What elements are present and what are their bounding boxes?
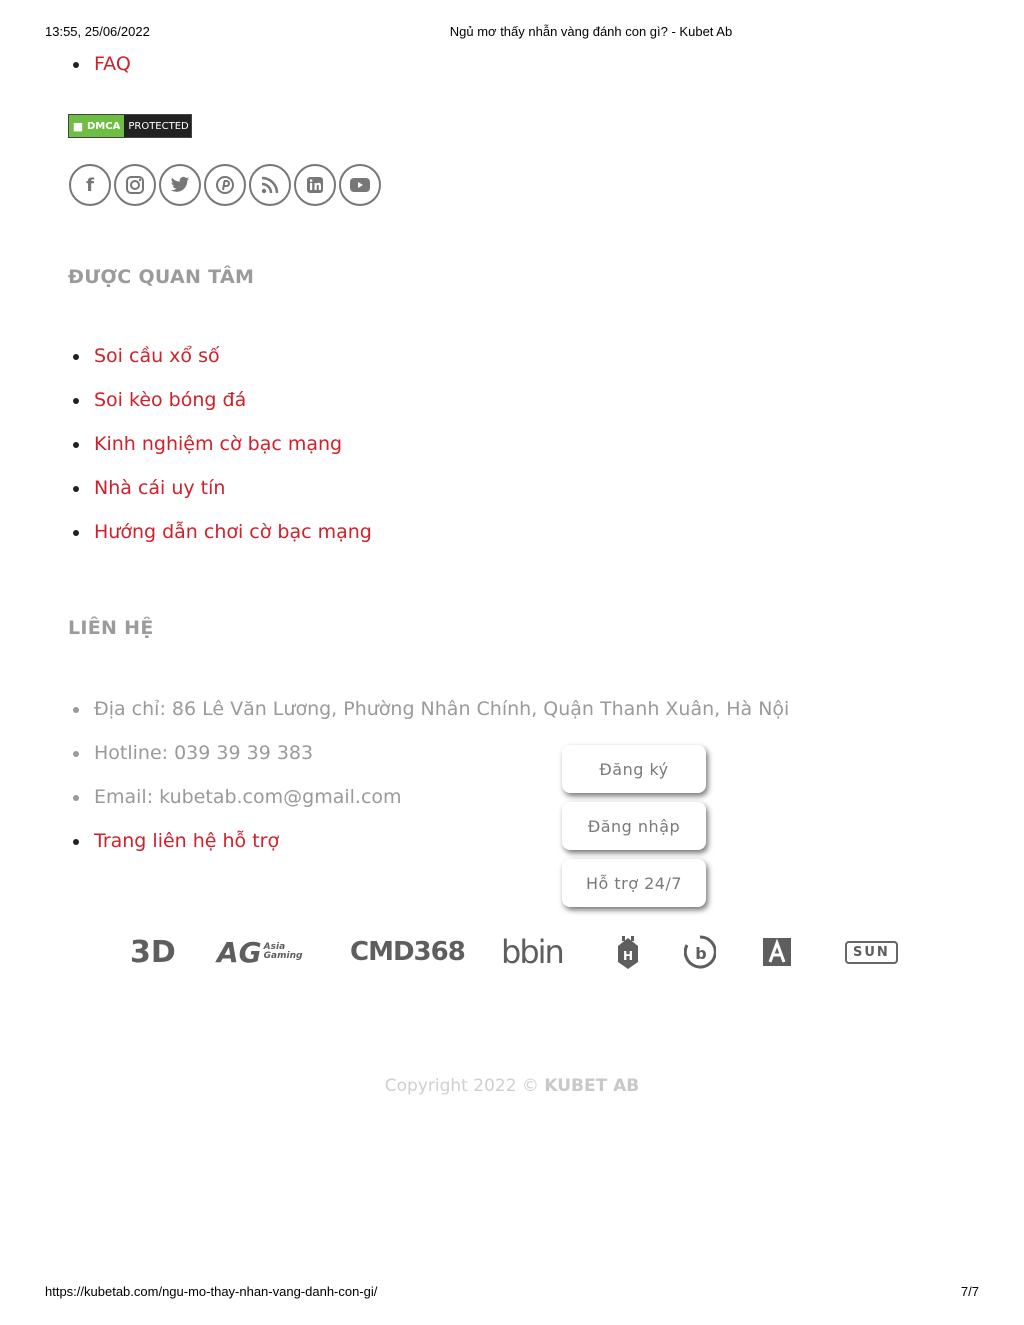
partner-3d-logo: 3D <box>130 934 176 970</box>
dmca-status: PROTECTED <box>124 115 191 137</box>
svg-text:b: b <box>695 944 707 963</box>
partner-sun-logo <box>845 930 898 974</box>
social-links <box>69 164 381 206</box>
partner-asia-gaming-logo <box>217 930 302 974</box>
dmca-protected-badge[interactable] <box>68 114 192 138</box>
print-url: https://kubetab.com/ngu-mo-thay-nhan-vang-danh-con-gi/ <box>45 1284 378 1299</box>
interest-link-lottery[interactable]: Soi cầu xổ số <box>70 346 372 366</box>
section-heading-contact: LIÊN HỆ <box>68 617 154 639</box>
footer-links-list <box>70 54 131 74</box>
interest-link-football[interactable]: Soi kèo bóng đá <box>70 390 372 410</box>
support-button[interactable]: Hỗ trợ 24/7 <box>562 859 706 907</box>
partner-bbin-logo: bbin <box>501 933 563 971</box>
copyright <box>0 1076 1024 1096</box>
ag-wordmark: Asia Gaming <box>263 942 303 961</box>
contact-address: Địa chỉ: 86 Lê Văn Lương, Phường Nhân Chính, Quận Thanh Xuân, Hà Nội <box>70 699 789 719</box>
register-button[interactable]: Đăng ký <box>562 745 706 793</box>
youtube-icon[interactable] <box>339 164 381 206</box>
interest-link-guide[interactable]: Hướng dẫn chơi cờ bạc mạng <box>70 522 372 542</box>
interest-link-experience[interactable]: Kinh nghiệm cờ bạc mạng <box>70 434 372 454</box>
svg-text:H: H <box>622 949 634 963</box>
print-datetime: 13:55, 25/06/2022 <box>45 24 150 39</box>
login-button[interactable]: Đăng nhập <box>562 802 706 850</box>
interest-link-trusted-bookmaker[interactable]: Nhà cái uy tín <box>70 478 372 498</box>
copyright-text: Copyright 2022 © <box>384 1076 539 1096</box>
dmca-label: DMCA <box>87 115 124 137</box>
linkedin-icon[interactable] <box>294 164 336 206</box>
faq-link[interactable]: FAQ <box>70 54 131 74</box>
contact-hotline: Hotline: 039 39 39 383 <box>70 743 789 763</box>
interest-links-list <box>70 346 372 566</box>
lock-icon: ■ <box>69 115 87 137</box>
print-page-number: 7/7 <box>960 1284 979 1299</box>
section-heading-interest: ĐƯỢC QUAN TÂM <box>68 266 255 288</box>
instagram-icon[interactable] <box>114 164 156 206</box>
ag-mark: AG <box>217 935 262 969</box>
partner-cmd368-logo: CMD368 <box>350 937 465 967</box>
copyright-brand: KUBET AB <box>544 1076 640 1096</box>
rss-icon[interactable] <box>249 164 291 206</box>
contact-support-link[interactable]: Trang liên hệ hỗ trợ <box>70 831 789 851</box>
print-page-title: Ngủ mơ thấy nhẫn vàng đánh con gì? - Kubet Ab <box>449 24 733 39</box>
partner-h-castle-icon <box>614 930 642 974</box>
facebook-icon[interactable]: f <box>69 164 111 206</box>
partner-a-square-icon <box>762 930 792 974</box>
partner-logos <box>0 930 1024 974</box>
twitter-icon[interactable] <box>159 164 201 206</box>
pinterest-icon[interactable] <box>204 164 246 206</box>
sun-wordmark: SUN <box>845 941 898 964</box>
partner-b-circle-icon <box>684 930 716 974</box>
contact-email: Email: kubetab.com@gmail.com <box>70 787 789 807</box>
